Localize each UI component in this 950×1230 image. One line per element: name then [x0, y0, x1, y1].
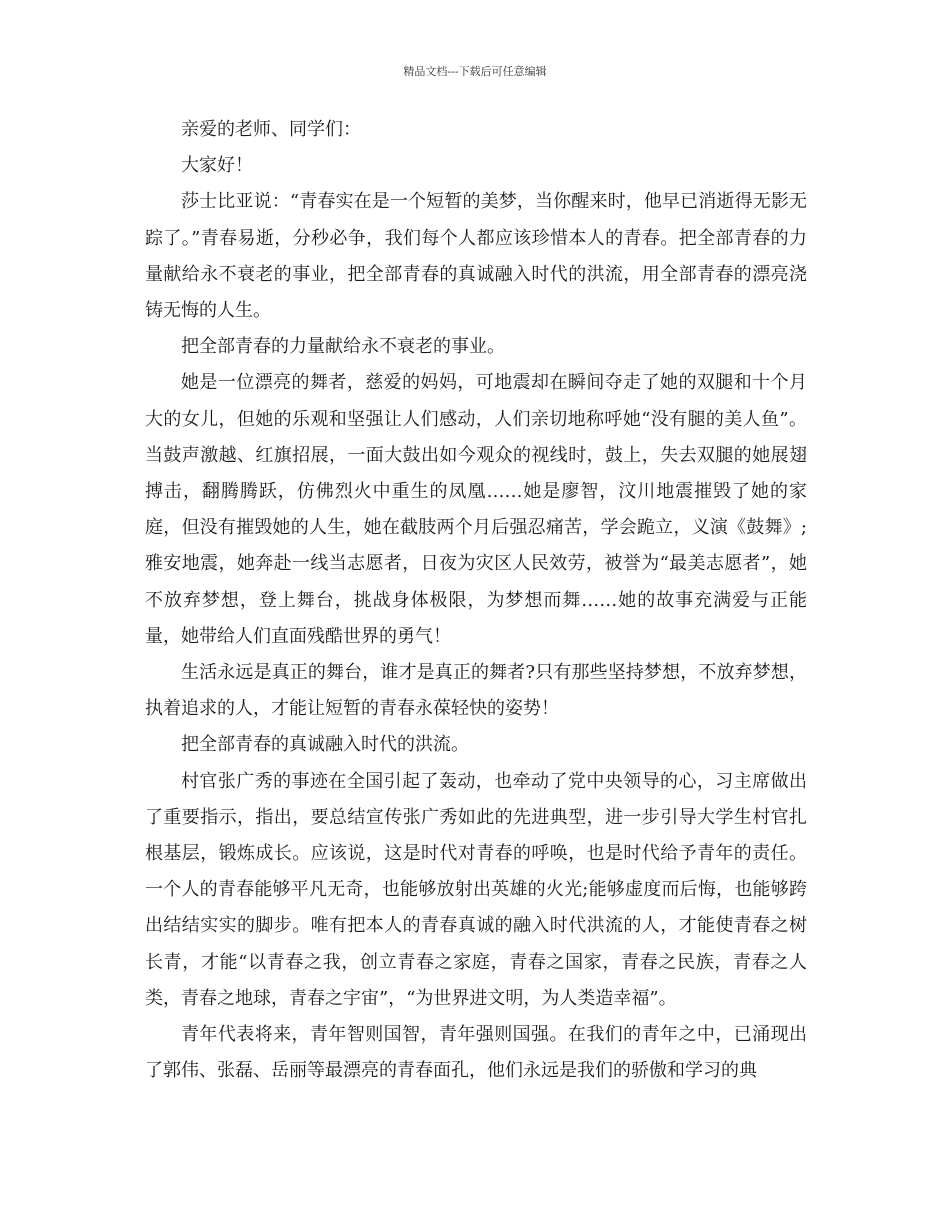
- body-paragraph: 青年代表将来，青年智则国智，青年强则国强。在我们的青年之中，已涌现出了郭伟、张磊、岳丽等最漂亮的青春面孔，他们永远是我们的骄傲和学习的典: [145, 1024, 807, 1082]
- salutation: 亲爱的老师、同学们：: [181, 119, 361, 140]
- section-heading: 把全部青春的真诚融入时代的洪流。: [181, 734, 469, 756]
- body-paragraph: 她是一位漂亮的舞者，慈爱的妈妈，可地震却在瞬间夺走了她的双腿和十个月大的女儿，但她的乐观和坚强让人们感动，人们亲切地称呼她“没有腿的美人鱼”。当鼓声激越、红旗招展，一面大鼓出如今观众的视线时，鼓上，失去双腿的她展翅搏击，翻腾腾跃，仿佛烈火中重生的凤凰……她是廖智，汶川地震摧毁了她的家庭，但没有摧毁她的人生，她在截肢两个月后强忍痛苦，学会跪立，义演《鼓舞》;雅安地震，她奔赴一线当志愿者，日夜为灾区人民效劳，被誉为“最美志愿者”，她不放弃梦想，登上舞台，挑战身体极限，为梦想而舞……她的故事充满爱与正能量，她带给人们直面残酷世界的勇气！: [145, 372, 807, 647]
- document-body: [145, 112, 807, 1089]
- body-paragraph: 莎士比亚说：“青春实在是一个短暂的美梦，当你醒来时，他早已消逝得无影无踪了。”青春易逝，分秒必争，我们每个人都应该珍惜本人的青春。把全部青春的力量献给永不衰老的事业，把全部青春的真诚融入时代的洪流，用全部青春的漂亮浇铸无悔的人生。: [145, 191, 807, 322]
- body-paragraph: 村官张广秀的事迹在全国引起了轰动，也牵动了党中央领导的心，习主席做出了重要指示，指出，要总结宣传张广秀如此的先进典型，进一步引导大学生村官扎根基层，锻炼成长。应该说，这是时代对青春的呼唤，也是时代给予青年的责任。一个人的青春能够平凡无奇，也能够放射出英雄的火光;能够虚度而后悔，也能够跨出结结实实的脚步。唯有把本人的青春真诚的融入时代洪流的人，才能使青春之树长青，才能“以青春之我，创立青春之家庭，青春之国家，青春之民族，青春之人类，青春之地球，青春之宇宙”，“为世界进文明，为人类造幸福”。: [145, 770, 807, 1009]
- body-paragraph: 生活永远是真正的舞台，谁才是真正的舞者?只有那些坚持梦想，不放弃梦想，执着追求的人，才能让短暂的青春永葆轻快的姿势！: [145, 662, 807, 720]
- page-header: 精品文档---下载后可任意编辑: [403, 65, 547, 78]
- greeting: 大家好！: [181, 155, 253, 177]
- section-heading: 把全部青春的力量献给永不衰老的事业。: [181, 336, 505, 358]
